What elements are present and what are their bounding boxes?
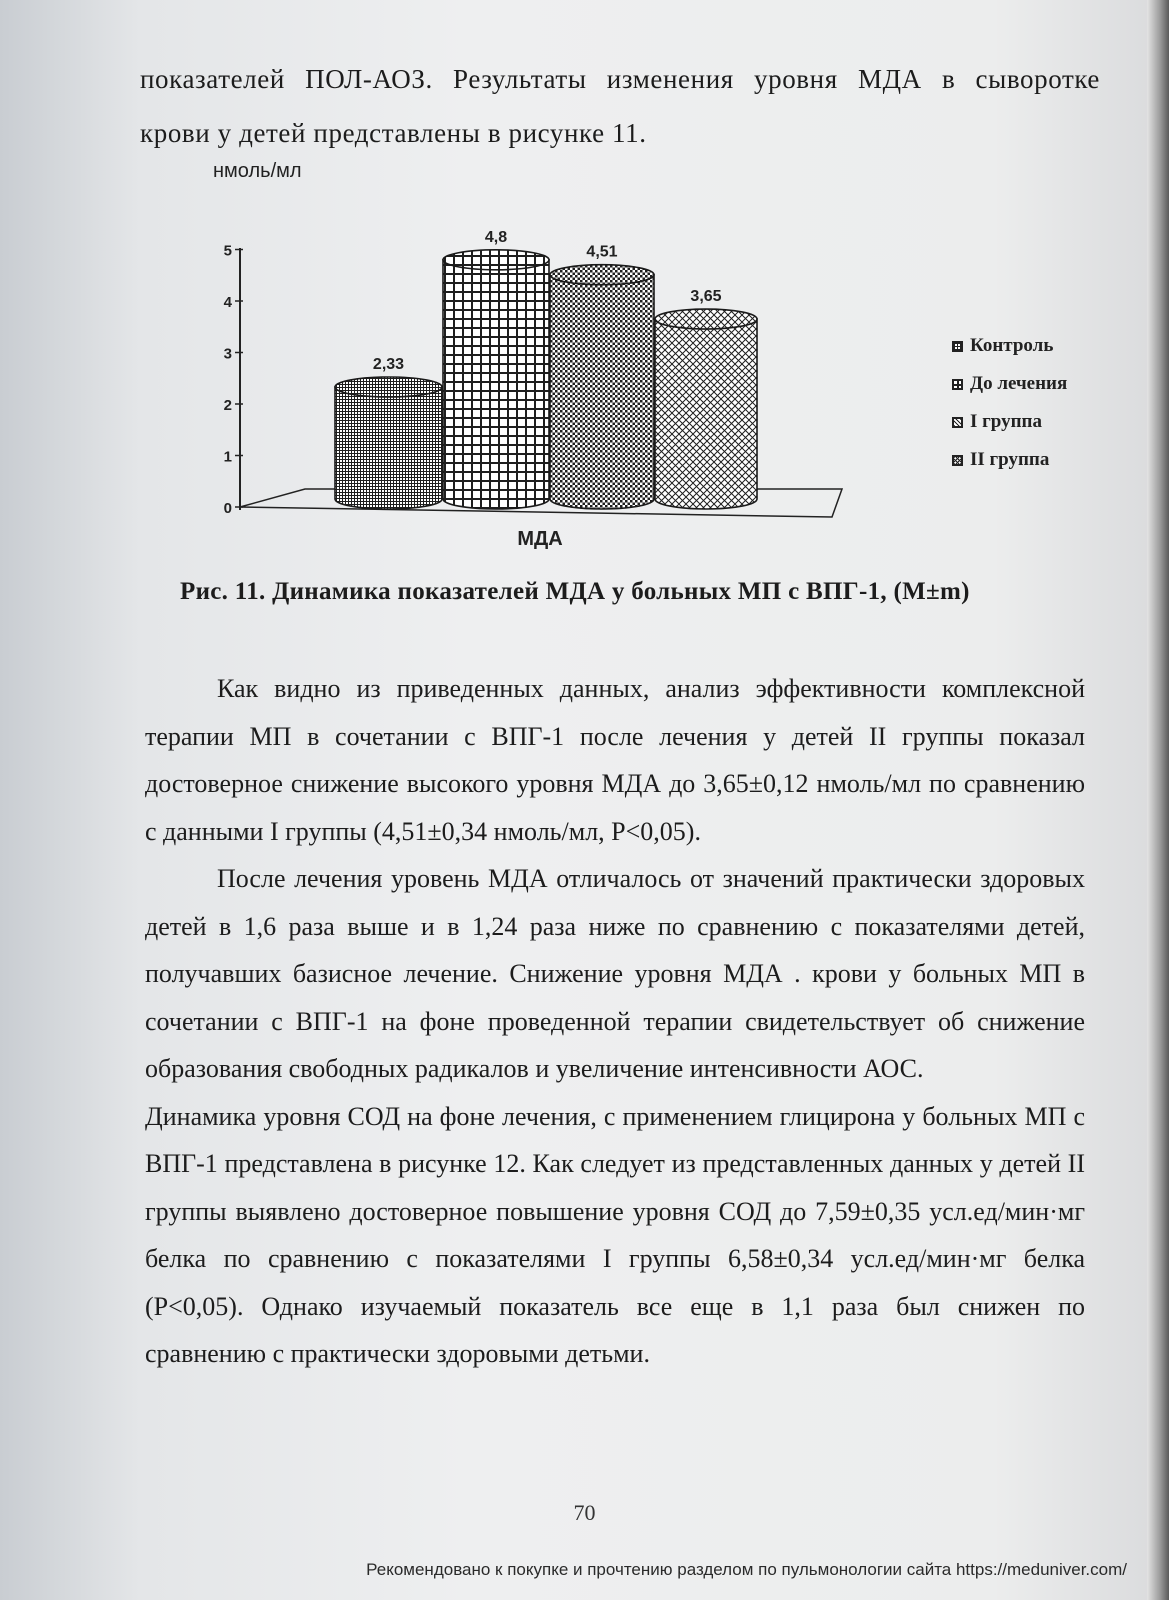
bar-value-label: 4,51 (586, 243, 618, 261)
bar-value-label: 4,8 (484, 228, 508, 246)
legend-swatch-group-1 (952, 417, 963, 428)
bar-top-cap (655, 309, 757, 329)
legend-item-before-treatment (952, 365, 1067, 403)
y-tick-label: 5 (223, 242, 232, 260)
paragraph-1: Как видно из приведенных данных, анализ эффективности комплексной терапии МП в сочетании с ВПГ-1 после лечения у детей II группы показал достоверное снижение высокого уровня МДА до 3,65±0,12 нмоль/мл по сравнению с данными I группы (4,51±0,34 нмоль/мл, P<0,05). (145, 674, 1085, 846)
bar-body (443, 260, 549, 509)
legend-swatch-group-2 (952, 455, 963, 466)
mda-bar-chart (210, 210, 870, 560)
legend-label-group-1: I группа (970, 411, 1042, 432)
bar-value-label: 3,65 (690, 288, 722, 306)
bar-top-cap (443, 250, 549, 270)
legend-item-group-1 (952, 403, 1067, 441)
bar-top-cap (550, 265, 654, 285)
legend-label-group-2: II группа (970, 449, 1050, 470)
paragraph-3: Динамика уровня СОД на фоне лечения, с применением глицирона у больных МП с ВПГ-1 представлена в рисунке 12. Как следует из представленных данных у детей II группы выявлено достоверное повышение уровня СОД до 7,59±0,35 усл.ед/мин·мг белка по сравнению с показателями I группы 6,58±0,34 усл.ед/мин·мг белка (P<0,05). Однако изучаемый показатель все еще в 1,1 раза был снижен по сравнению с практически здоровыми детьми. (145, 1101, 1085, 1368)
paragraph-2: После лечения уровень МДА отличалось от значений практически здоровых детей в 1,6 раза выше и в 1,24 раза ниже по сравнению с показателями детей, получавших базисное лечение. Снижение уровня МДА . крови у больных МП в сочетании с ВПГ-1 на фоне проведенной терапии свидетельствует об снижение образования свободных радикалов и увеличение интенсивности АОС. (145, 864, 1085, 1083)
legend-swatch-before-treatment (952, 379, 963, 390)
chart-x-axis-label: МДА (517, 528, 563, 550)
y-tick-label: 2 (223, 397, 232, 414)
intro-text (140, 52, 1100, 160)
bar-top-cap (335, 377, 442, 397)
bar-body (550, 275, 654, 509)
figure-caption: Рис. 11. Динамика показателей МДА у больных МП с ВПГ-1, (M±m) (180, 578, 970, 605)
legend-swatch-control (952, 341, 963, 352)
bar-body (335, 387, 442, 509)
legend-label-control: Контроль (970, 335, 1054, 356)
body-text (145, 665, 1085, 1378)
y-tick-label: 1 (223, 448, 232, 466)
legend-label-before-treatment: До лечения (970, 373, 1068, 394)
chart-legend (952, 327, 1067, 479)
bar-body (655, 319, 757, 509)
bar-value-label: 2,33 (372, 356, 405, 374)
bar-1 (443, 250, 549, 509)
y-tick-label: 0 (223, 500, 232, 517)
chart-y-axis-label: нмоль/мл (213, 160, 302, 182)
legend-item-control (952, 327, 1067, 365)
y-tick-label: 3 (223, 345, 232, 363)
intro-line-1: показателей ПОЛ-АОЗ. Результаты изменения уровня МДА в сыворотке (140, 64, 1100, 94)
watermark-text: Рекомендовано к покупке и прочтению разделом по пульмонологии сайта https://meduniver.com/ (366, 1560, 1127, 1579)
y-tick-label: 4 (223, 294, 232, 311)
legend-item-group-2 (952, 441, 1067, 479)
intro-line-2: крови у детей представлены в рисунке 11. (140, 118, 647, 148)
bar-0 (335, 377, 442, 509)
page-number: 70 (573, 1500, 596, 1525)
bar-3 (655, 309, 757, 509)
page-edge (1147, 0, 1169, 1600)
bar-2 (550, 265, 654, 509)
